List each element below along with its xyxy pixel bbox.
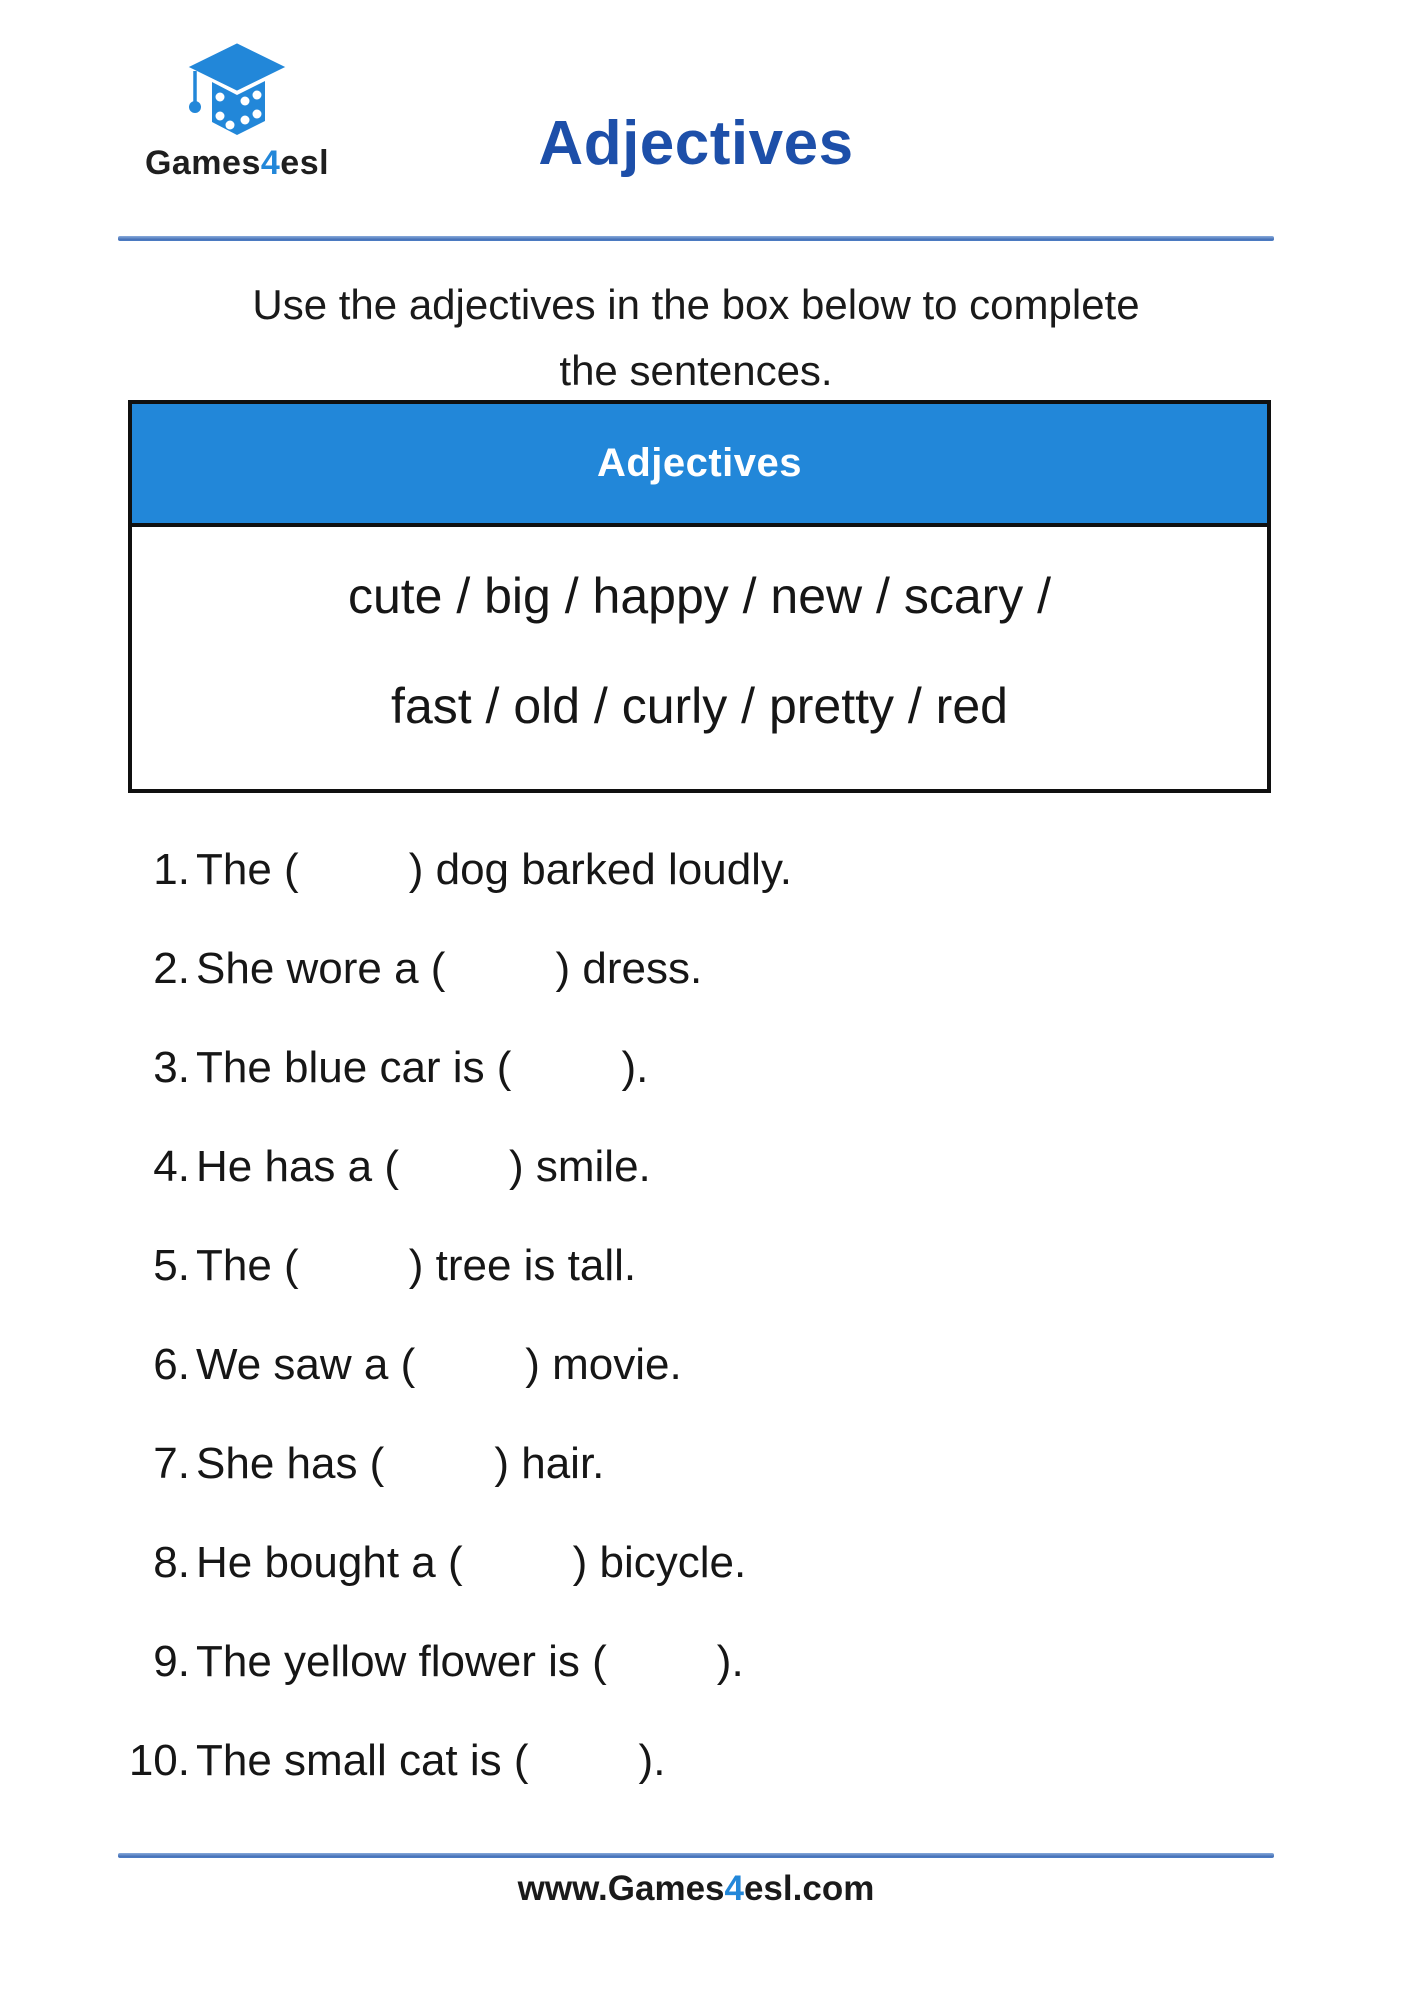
exercise-number: 2. [153, 944, 190, 993]
adjectives-line-2: fast / old / curly / pretty / red [391, 678, 1008, 734]
exercise-item-3 [118, 1043, 1274, 1142]
exercise-item-2 [118, 944, 1274, 1043]
exercise-sentence: The blue car is ( ). [196, 1043, 649, 1092]
exercise-number: 5. [153, 1241, 190, 1290]
exercise-sentence: She has ( ) hair. [196, 1439, 605, 1488]
exercise-number: 3. [153, 1043, 190, 1092]
exercise-number: 6. [153, 1340, 190, 1389]
page-title: Adjectives [538, 109, 854, 178]
adjectives-box-header: Adjectives [132, 404, 1267, 527]
exercise-number: 7. [153, 1439, 190, 1488]
exercise-item-6 [118, 1340, 1274, 1439]
exercise-sentence: He has a ( ) smile. [196, 1142, 651, 1191]
adjectives-box [128, 400, 1271, 793]
adjectives-box-body [132, 527, 1267, 789]
instructions-line-2: the sentences. [559, 347, 833, 394]
exercise-number: 8. [153, 1538, 190, 1587]
instructions-line-1: Use the adjectives in the box below to complete [252, 281, 1140, 328]
exercise-list [118, 845, 1274, 1835]
exercise-sentence: He bought a ( ) bicycle. [196, 1538, 747, 1587]
logo-text-prefix: Games [144, 144, 261, 182]
exercise-number: 10. [128, 1736, 190, 1785]
exercise-item-5 [118, 1241, 1274, 1340]
exercise-sentence: We saw a ( ) movie. [196, 1340, 682, 1389]
title-divider [118, 236, 1274, 241]
footer-url-digit: 4 [724, 1869, 744, 1908]
exercise-item-10 [118, 1736, 1274, 1835]
exercise-number: 4. [153, 1142, 190, 1191]
instructions [118, 272, 1274, 404]
footer-url-prefix: www.Games [517, 1869, 725, 1908]
footer-url-suffix: esl.com [743, 1869, 875, 1908]
logo-text-digit: 4 [260, 144, 281, 182]
exercise-sentence: The ( ) dog barked loudly. [196, 845, 792, 894]
exercise-item-9 [118, 1637, 1274, 1736]
footer-divider [118, 1853, 1274, 1858]
exercise-sentence: The ( ) tree is tall. [196, 1241, 637, 1290]
exercise-item-7 [118, 1439, 1274, 1538]
exercise-item-1 [118, 845, 1274, 944]
logo-text-suffix: esl [280, 144, 330, 182]
exercise-sentence: She wore a ( ) dress. [196, 944, 703, 993]
exercise-item-8 [118, 1538, 1274, 1637]
exercise-item-4 [118, 1142, 1274, 1241]
exercise-sentence: The yellow flower is ( ). [196, 1637, 744, 1686]
exercise-number: 1. [153, 845, 190, 894]
adjectives-line-1: cute / big / happy / new / scary / [347, 568, 1052, 624]
footer-url [118, 1869, 1274, 1909]
exercise-number: 9. [153, 1637, 190, 1686]
exercise-sentence: The small cat is ( ). [196, 1736, 666, 1785]
